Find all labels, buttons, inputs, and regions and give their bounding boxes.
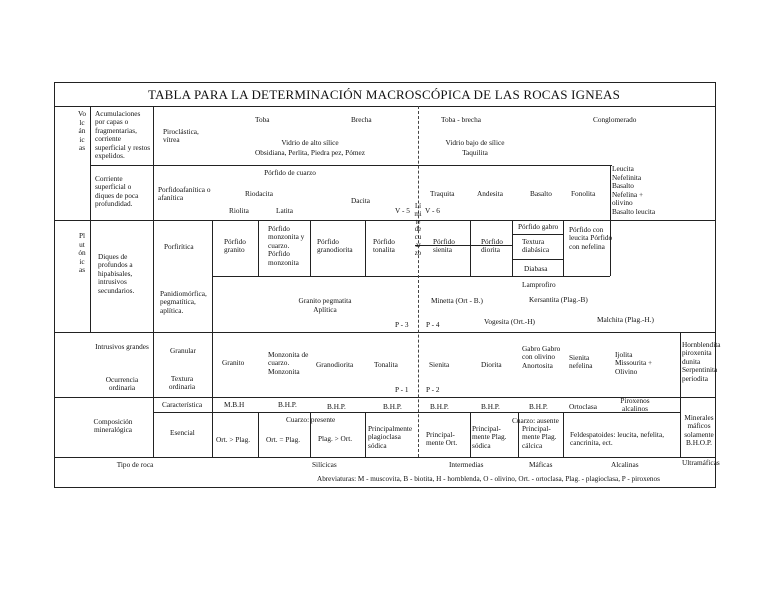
cell-p4: P - 4 — [426, 320, 440, 329]
cell-conglomerado: Conglomerado — [593, 115, 637, 124]
cell-principal-plag: Principalmente plagioclasa sódica — [368, 424, 413, 450]
divider — [212, 220, 213, 457]
intrusivos-label: Intrusivos grandes — [95, 342, 149, 351]
cell-granito: Granito — [222, 358, 245, 367]
cell-mbh: M.B.H — [224, 400, 245, 409]
divider — [470, 220, 471, 276]
cell-granito-pegmatita: Granito pegmatita — [298, 296, 352, 305]
cell-basalto: Basalto — [530, 189, 552, 198]
cell-tonalita: Tonalita — [374, 360, 398, 369]
cell-porfido-tonalita: Pórfido tonalita — [373, 237, 395, 255]
cell-sienita-nefelina: Sienita nefelina — [569, 353, 593, 371]
cell-aplitica: Aplítica — [313, 305, 337, 314]
cell-bhp-4: B.H.P. — [430, 402, 449, 411]
cell-brecha: Brecha — [351, 115, 372, 124]
cell-v6: V - 6 — [425, 206, 440, 215]
cell-plag-gt-ort: Plag. > Ort. — [318, 434, 353, 443]
cell-bhp-5: B.H.P. — [481, 402, 500, 411]
divider — [258, 220, 259, 276]
cell-porfido-granodiorita: Pórfido granodiorita — [317, 237, 353, 255]
cell-feldespatoides: Feldespatoides: leucita, nefelita, cancrinita, ect. — [570, 430, 665, 448]
cell-dacita: Dacita — [351, 196, 371, 205]
cell-ort-eq-plag: Ort. = Plag. — [266, 435, 301, 444]
cell-riodacita: Riodacita — [245, 189, 273, 198]
cell-ijolita: Ijolita Missourita + Olivino — [615, 350, 653, 376]
cell-monzonita: Monzonita de cuarzo. Monzonita — [268, 350, 309, 376]
cell-vidrio-bajo-ejemplos: Taquilita — [462, 148, 488, 157]
quartz-limit-line — [418, 106, 419, 457]
cell-vidrio-bajo: Vidrio bajo de sílice — [445, 138, 505, 147]
textura-granular: Granular — [170, 346, 196, 355]
cell-diabasa: Diabasa — [524, 264, 548, 273]
cell-porfido-gabro: Pórfido gabro — [518, 222, 559, 231]
cell-piroxenos: Piroxenos alcalinos — [620, 396, 650, 414]
cell-minerales-maficos: Minerales máficos solamente B.H.O.P. — [684, 413, 714, 448]
caracteristica-label: Característica — [162, 400, 203, 409]
divider — [680, 332, 681, 457]
vol-ocurrence-1: Acumulaciones por capas o fragmentarias, corriente superficial y restos expelidos. — [95, 109, 151, 161]
page-title: TABLA PARA LA DETERMINACIÓN MACROSCÓPICA DE LAS ROCAS IGNEAS — [147, 87, 621, 102]
cell-gabro: Gabro Gabro con olivino Anortosita — [522, 344, 561, 370]
cell-bhp-3: B.H.P. — [383, 402, 402, 411]
cell-traquita: Traquita — [430, 189, 455, 198]
divider — [258, 412, 259, 457]
quartz-limit-label: Límite de cuarzo — [414, 203, 422, 257]
cell-porfido-leucita: Pórfido con leucita Pórfido con nefelina — [569, 225, 613, 251]
cell-kersantita: Kersantita (Plag.-B) — [529, 295, 588, 304]
abbreviations-footer: Abreviaturas: M - muscovita, B - biotita, H - hornblenda, O - olivino, Ort. - ortoclasa, Plag. - plagioclasa, P - piroxenos — [317, 475, 660, 483]
cell-porfido-monzonita: Pórfido monzonita y cuarzo. Pórfido monzonita — [268, 224, 305, 267]
cell-fonolita: Fonolita — [571, 189, 596, 198]
cell-diorita: Diorita — [481, 360, 502, 369]
divider — [365, 412, 366, 457]
divider — [153, 106, 154, 457]
cell-toba-brecha: Toba - brecha — [441, 115, 482, 124]
cell-principal-plag-calcica: Principal- mente Plag. cálcica — [522, 424, 557, 450]
cell-maficas: Máficas — [529, 460, 553, 469]
cell-granodiorita: Granodiorita — [316, 360, 354, 369]
cell-porfido-granito: Pórfido granito — [224, 237, 246, 255]
cell-intermedias: Intermedias — [449, 460, 484, 469]
cell-bhp-2: B.H.P. — [327, 402, 346, 411]
cell-ortoclasa: Ortoclasa — [569, 402, 597, 411]
cell-bhp-6: B.H.P. — [529, 402, 548, 411]
divider — [310, 220, 311, 276]
cell-riolita: Riolita — [229, 206, 249, 215]
cell-malchita: Malchita (Plag.-H.) — [597, 315, 654, 324]
divider — [512, 259, 563, 260]
cell-vidrio-alto-ejemplos: Obsidiana, Perlita, Piedra pez, Pómez — [254, 148, 366, 157]
cell-toba: Toba — [255, 115, 270, 124]
esencial-label: Esencial — [170, 428, 195, 437]
cell-porfido-diorita: Pórfido diorita — [481, 237, 503, 255]
divider — [212, 276, 610, 277]
divider — [563, 220, 564, 276]
cell-p2: P - 2 — [426, 385, 440, 394]
textura-porfidoafanitica: Porfidoafanítica o afanítica — [158, 185, 211, 203]
cell-silicicas: Silícicas — [312, 460, 337, 469]
tipo-roca-label: Tipo de roca — [116, 460, 154, 469]
divider — [610, 165, 611, 276]
cell-p3: P - 3 — [395, 320, 409, 329]
divider — [512, 220, 513, 276]
cell-porfido-cuarzo: Pórfido de cuarzo — [264, 168, 316, 177]
textura-ordinaria: Textura ordinaria — [168, 374, 196, 392]
cell-minette: Minetta (Ort - B.) — [431, 296, 483, 305]
divider — [563, 412, 564, 457]
cell-leucita-list: Leucita Nefelinita Basalto Nefelina + olivino Basalto leucita — [612, 164, 656, 216]
textura-panidiomorfica: Panidiomórfica, pegmatítica, aplítica. — [160, 289, 207, 315]
cell-p1: P - 1 — [395, 385, 409, 394]
composicion-label: Composición mineralógica — [93, 417, 133, 435]
divider — [470, 412, 471, 457]
cell-latita: Latita — [276, 206, 294, 215]
divider — [90, 165, 612, 166]
divider — [512, 234, 563, 235]
cell-textura-diabasica: Textura diabásica — [522, 237, 550, 255]
textura-porfiritica: Porfirítica — [164, 242, 194, 251]
cell-bhp-1: B.H.P. — [278, 400, 297, 409]
cell-andesita: Andesita — [477, 189, 503, 198]
divider — [153, 412, 680, 413]
vol-ocurrence-2: Corriente superficial o diques de poca profundidad. — [95, 174, 139, 209]
cell-v5: V - 5 — [395, 206, 410, 215]
cell-vidrio-alto: Vidrio de alto sílice — [281, 138, 339, 147]
cell-porfido-sienita: Pórfido sienita — [433, 237, 455, 255]
cell-hornblendita: Hornblendita piroxenita dunita Serpentinita periodita — [682, 340, 721, 383]
plu-ocurrence: Diques de profundos a hipabisales, intrusivos secundarios. — [98, 252, 135, 295]
textura-piroclastica: Piroclástica, vítrea — [163, 127, 199, 145]
cell-sienita: Sienita — [429, 360, 450, 369]
cell-ort-gt-plag: Ort. > Plag. — [216, 435, 251, 444]
divider — [365, 220, 366, 276]
cell-principal-ort: Principal- mente Ort. — [426, 430, 458, 448]
cell-principal-plag-sodica: Principal- mente Plag. sódica — [472, 424, 507, 450]
plutonicas-label: Plutónicas — [78, 231, 86, 275]
divider — [90, 106, 91, 332]
cell-vogesita: Vogesita (Ort.-H) — [484, 317, 535, 326]
cell-cuarzo-ausente: Cuarzo: ausente — [512, 416, 559, 425]
cell-lamprofiro: Lamprofiro — [522, 280, 556, 289]
cell-cuarzo-presente: Cuarzo: presente — [286, 415, 336, 424]
volcanicas-label: Volcánicas — [78, 109, 86, 153]
divider — [54, 457, 716, 458]
ocurrencia-label: Ocurrencia ordinaria — [105, 375, 139, 393]
cell-alcalinas: Alcalinas — [611, 460, 639, 469]
cell-ultramaficas: Ultramáficas — [682, 458, 720, 467]
